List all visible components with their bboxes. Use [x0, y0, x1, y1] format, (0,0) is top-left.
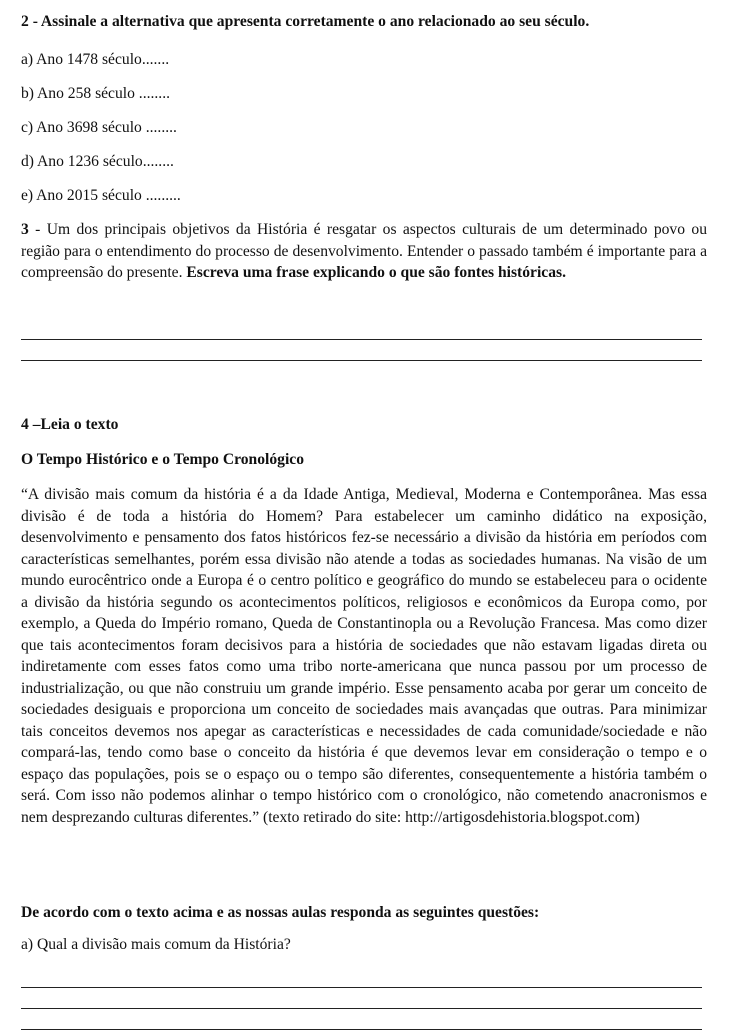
question-3-number: 3 — [21, 221, 29, 238]
q2-option-c: c) Ano 3698 século ........ — [21, 119, 177, 136]
question-4-heading: 4 –Leia o texto — [21, 416, 119, 433]
q2-option-e: e) Ano 2015 século ......... — [21, 187, 181, 204]
reading-title: O Tempo Histórico e o Tempo Cronológico — [21, 451, 305, 468]
q2-option-d: d) Ano 1236 século........ — [21, 153, 174, 170]
q2-option-a: a) Ano 1478 século....... — [21, 51, 170, 68]
question-2-title: 2 - Assinale a alternativa que apresenta corretamente o ano relacionado ao seu século. — [21, 13, 590, 30]
answer-line — [21, 1029, 702, 1030]
answer-line — [21, 987, 702, 988]
q2-option-b: b) Ano 258 século ........ — [21, 85, 170, 102]
questions-instruction: De acordo com o texto acima e as nossas aulas responda as seguintes questões: — [21, 904, 540, 921]
question-3-paragraph — [21, 219, 707, 284]
question-3-instruction: Escreva uma frase explicando o que são fontes históricas. — [186, 264, 566, 281]
answer-line — [21, 339, 702, 340]
reading-passage: “A divisão mais comum da história é a da Idade Antiga, Medieval, Moderna e Contemporânea. Mas essa divisão é de toda a história do Homem? Para estabelecer um caminho didático na exposição, desenvolvimento e pensamento dos fatos históricos fez-se necessário a divisão da história em períodos com características semelhantes, porém essa divisão não atende a todas as sociedades humanas. Na visão de um mundo eurocêntrico onde a Europa é o centro político e geográfico do mundo se estabeleceu para o ocidente a divisão da história segundo os acontecimentos políticos, religiosos e econômicos da Europa como, por exemplo, a Queda do Império romano, Queda de Constantinopla ou a Revolução Francesa. Mas como dizer que tais acontecimentos foram decisivos para a história de sociedades que não estavam ligadas direta ou indiretamente com esses fatos como uma tribo norte-americana que nunca passou por um processo de industrialização, ou que não construiu um grande império. Esse pensamento acaba por gerar um conceito de sociedades desiguais e proporciona um conceito de sociedades mais avançadas que outras. Para minimizar tais conceitos devemos nos apegar as características e necessidades de cada comunidade/sociedade e não compará-las, tendo como base o conceito da história é que devemos levar em consideração o tempo e o espaço das populações, pois se o espaço ou o tempo são diferentes, consequentemente a história também o será. Com isso não podemos alinhar o tempo histórico com o cronológico, não cometendo anacronismos e nem desprezando culturas diferentes.” (texto retirado do site: http://artigosdehistoria.blogspot.com) — [21, 486, 707, 826]
answer-line — [21, 360, 702, 361]
question-3-text: - Um dos principais objetivos da História é resgatar os aspectos culturais de um determinado povo ou região para o entendimento do processo de desenvolvimento. Entender o passado também é importante para a compreensão do presente. — [21, 221, 707, 281]
question-4a: a) Qual a divisão mais comum da História? — [21, 936, 291, 953]
answer-line — [21, 1008, 702, 1009]
